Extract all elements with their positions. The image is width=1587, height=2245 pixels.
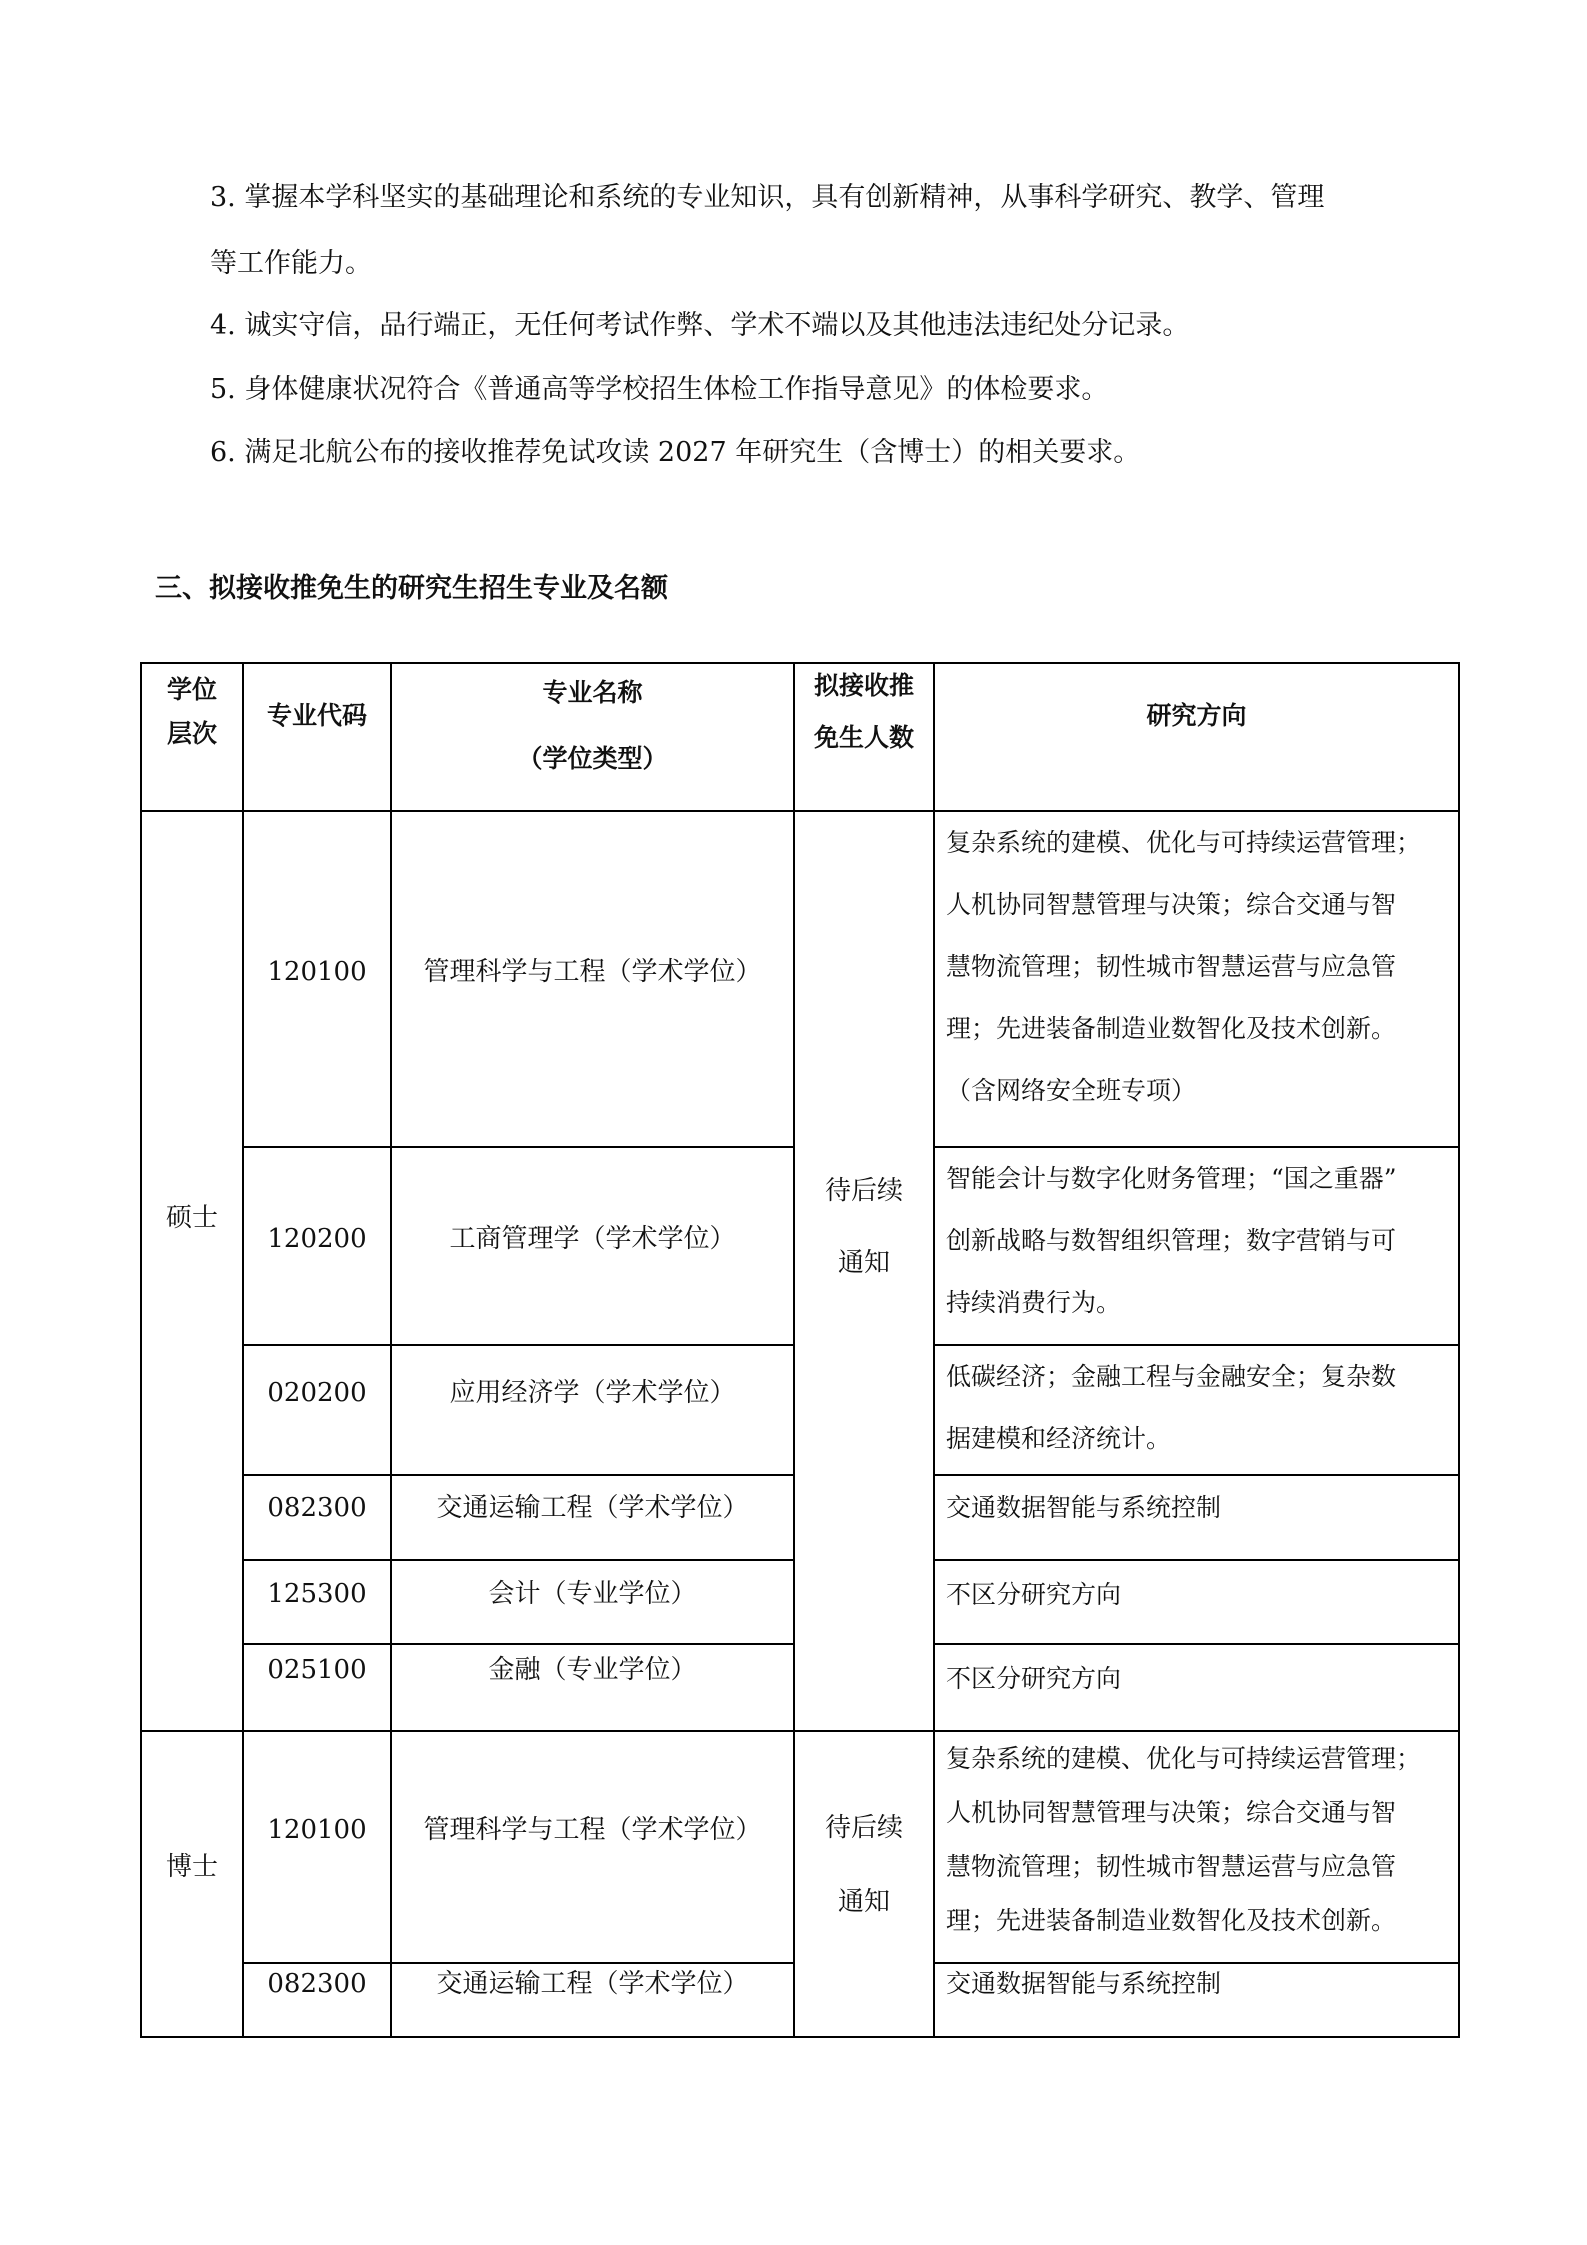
header-research-direction: 研究方向 bbox=[1146, 701, 1247, 730]
requirement-3-line-1: 3. 掌握本学科坚实的基础理论和系统的专业知识，具有创新精神，从事科学研究、教学、管理 bbox=[210, 182, 1325, 213]
table-row-name: 金融（专业学位） bbox=[488, 1655, 697, 1685]
doctoral-quota: 待后续 通知 bbox=[824, 1813, 903, 1917]
table-row-code: 120100 bbox=[267, 957, 367, 987]
header-major-code: 专业代码 bbox=[266, 701, 367, 730]
table-row-direction: 交通数据智能与系统控制 bbox=[946, 1493, 1222, 1522]
table-row-direction: 不区分研究方向 bbox=[946, 1580, 1122, 1609]
table-row-code: 020200 bbox=[267, 1378, 367, 1408]
table-row-name: 交通运输工程（学术学位） bbox=[436, 1969, 749, 1999]
table-row-code: 120100 bbox=[267, 1815, 367, 1845]
requirement-3-line-2: 等工作能力。 bbox=[210, 248, 372, 279]
table-row-name: 会计（专业学位） bbox=[488, 1579, 697, 1609]
table-row-direction: 复杂系统的建模、优化与可持续运营管理； 人机协同智慧管理与决策；综合交通与智 慧物流管理；韧性城市智慧运营与应急管 理；先进装备制造业数智化及技术创新。 （含网络安全班专项） bbox=[946, 828, 1422, 1105]
table-row-direction: 交通数据智能与系统控制 bbox=[946, 1969, 1222, 1998]
table-row-name: 管理科学与工程（学术学位） bbox=[423, 957, 762, 987]
table-row-code: 082300 bbox=[267, 1493, 367, 1523]
table-row-code: 082300 bbox=[267, 1969, 367, 1999]
requirement-6: 6. 满足北航公布的接收推荐免试攻读 2027 年研究生（含博士）的相关要求。 bbox=[210, 437, 1141, 468]
header-quota: 拟接收推 免生人数 bbox=[813, 671, 914, 752]
table-row-direction: 不区分研究方向 bbox=[946, 1664, 1122, 1693]
table-row-name: 管理科学与工程（学术学位） bbox=[423, 1815, 762, 1845]
table-row-code: 120200 bbox=[267, 1224, 367, 1254]
table-row-name: 应用经济学（学术学位） bbox=[449, 1378, 736, 1408]
header-major-name: 专业名称 （学位类型） bbox=[517, 678, 668, 773]
table-row-code: 125300 bbox=[267, 1579, 367, 1609]
header-degree-level: 学位 层次 bbox=[166, 675, 217, 748]
table-row-direction: 智能会计与数字化财务管理；“国之重器” 创新战略与数智组织管理；数字营销与可 持续消费行为。 bbox=[946, 1164, 1397, 1317]
table-row-code: 025100 bbox=[267, 1655, 367, 1685]
masters-level: 硕士 bbox=[165, 1203, 218, 1233]
masters-quota: 待后续 通知 bbox=[824, 1176, 903, 1278]
table-row-name: 交通运输工程（学术学位） bbox=[436, 1493, 749, 1523]
section-title: 三、拟接收推免生的研究生招生专业及名额 bbox=[155, 573, 668, 604]
requirement-4: 4. 诚实守信，品行端正，无任何考试作弊、学术不端以及其他违法违纪处分记录。 bbox=[210, 310, 1190, 341]
table-row-direction: 复杂系统的建模、优化与可持续运营管理； 人机协同智慧管理与决策；综合交通与智 慧物流管理；韧性城市智慧运营与应急管 理；先进装备制造业数智化及技术创新。 bbox=[946, 1744, 1422, 1935]
table-row-direction: 低碳经济；金融工程与金融安全；复杂数 据建模和经济统计。 bbox=[946, 1362, 1397, 1453]
table-row-name: 工商管理学（学术学位） bbox=[449, 1224, 736, 1254]
doctoral-level: 博士 bbox=[165, 1852, 218, 1882]
requirement-5: 5. 身体健康状况符合《普通高等学校招生体检工作指导意见》的体检要求。 bbox=[210, 374, 1109, 405]
